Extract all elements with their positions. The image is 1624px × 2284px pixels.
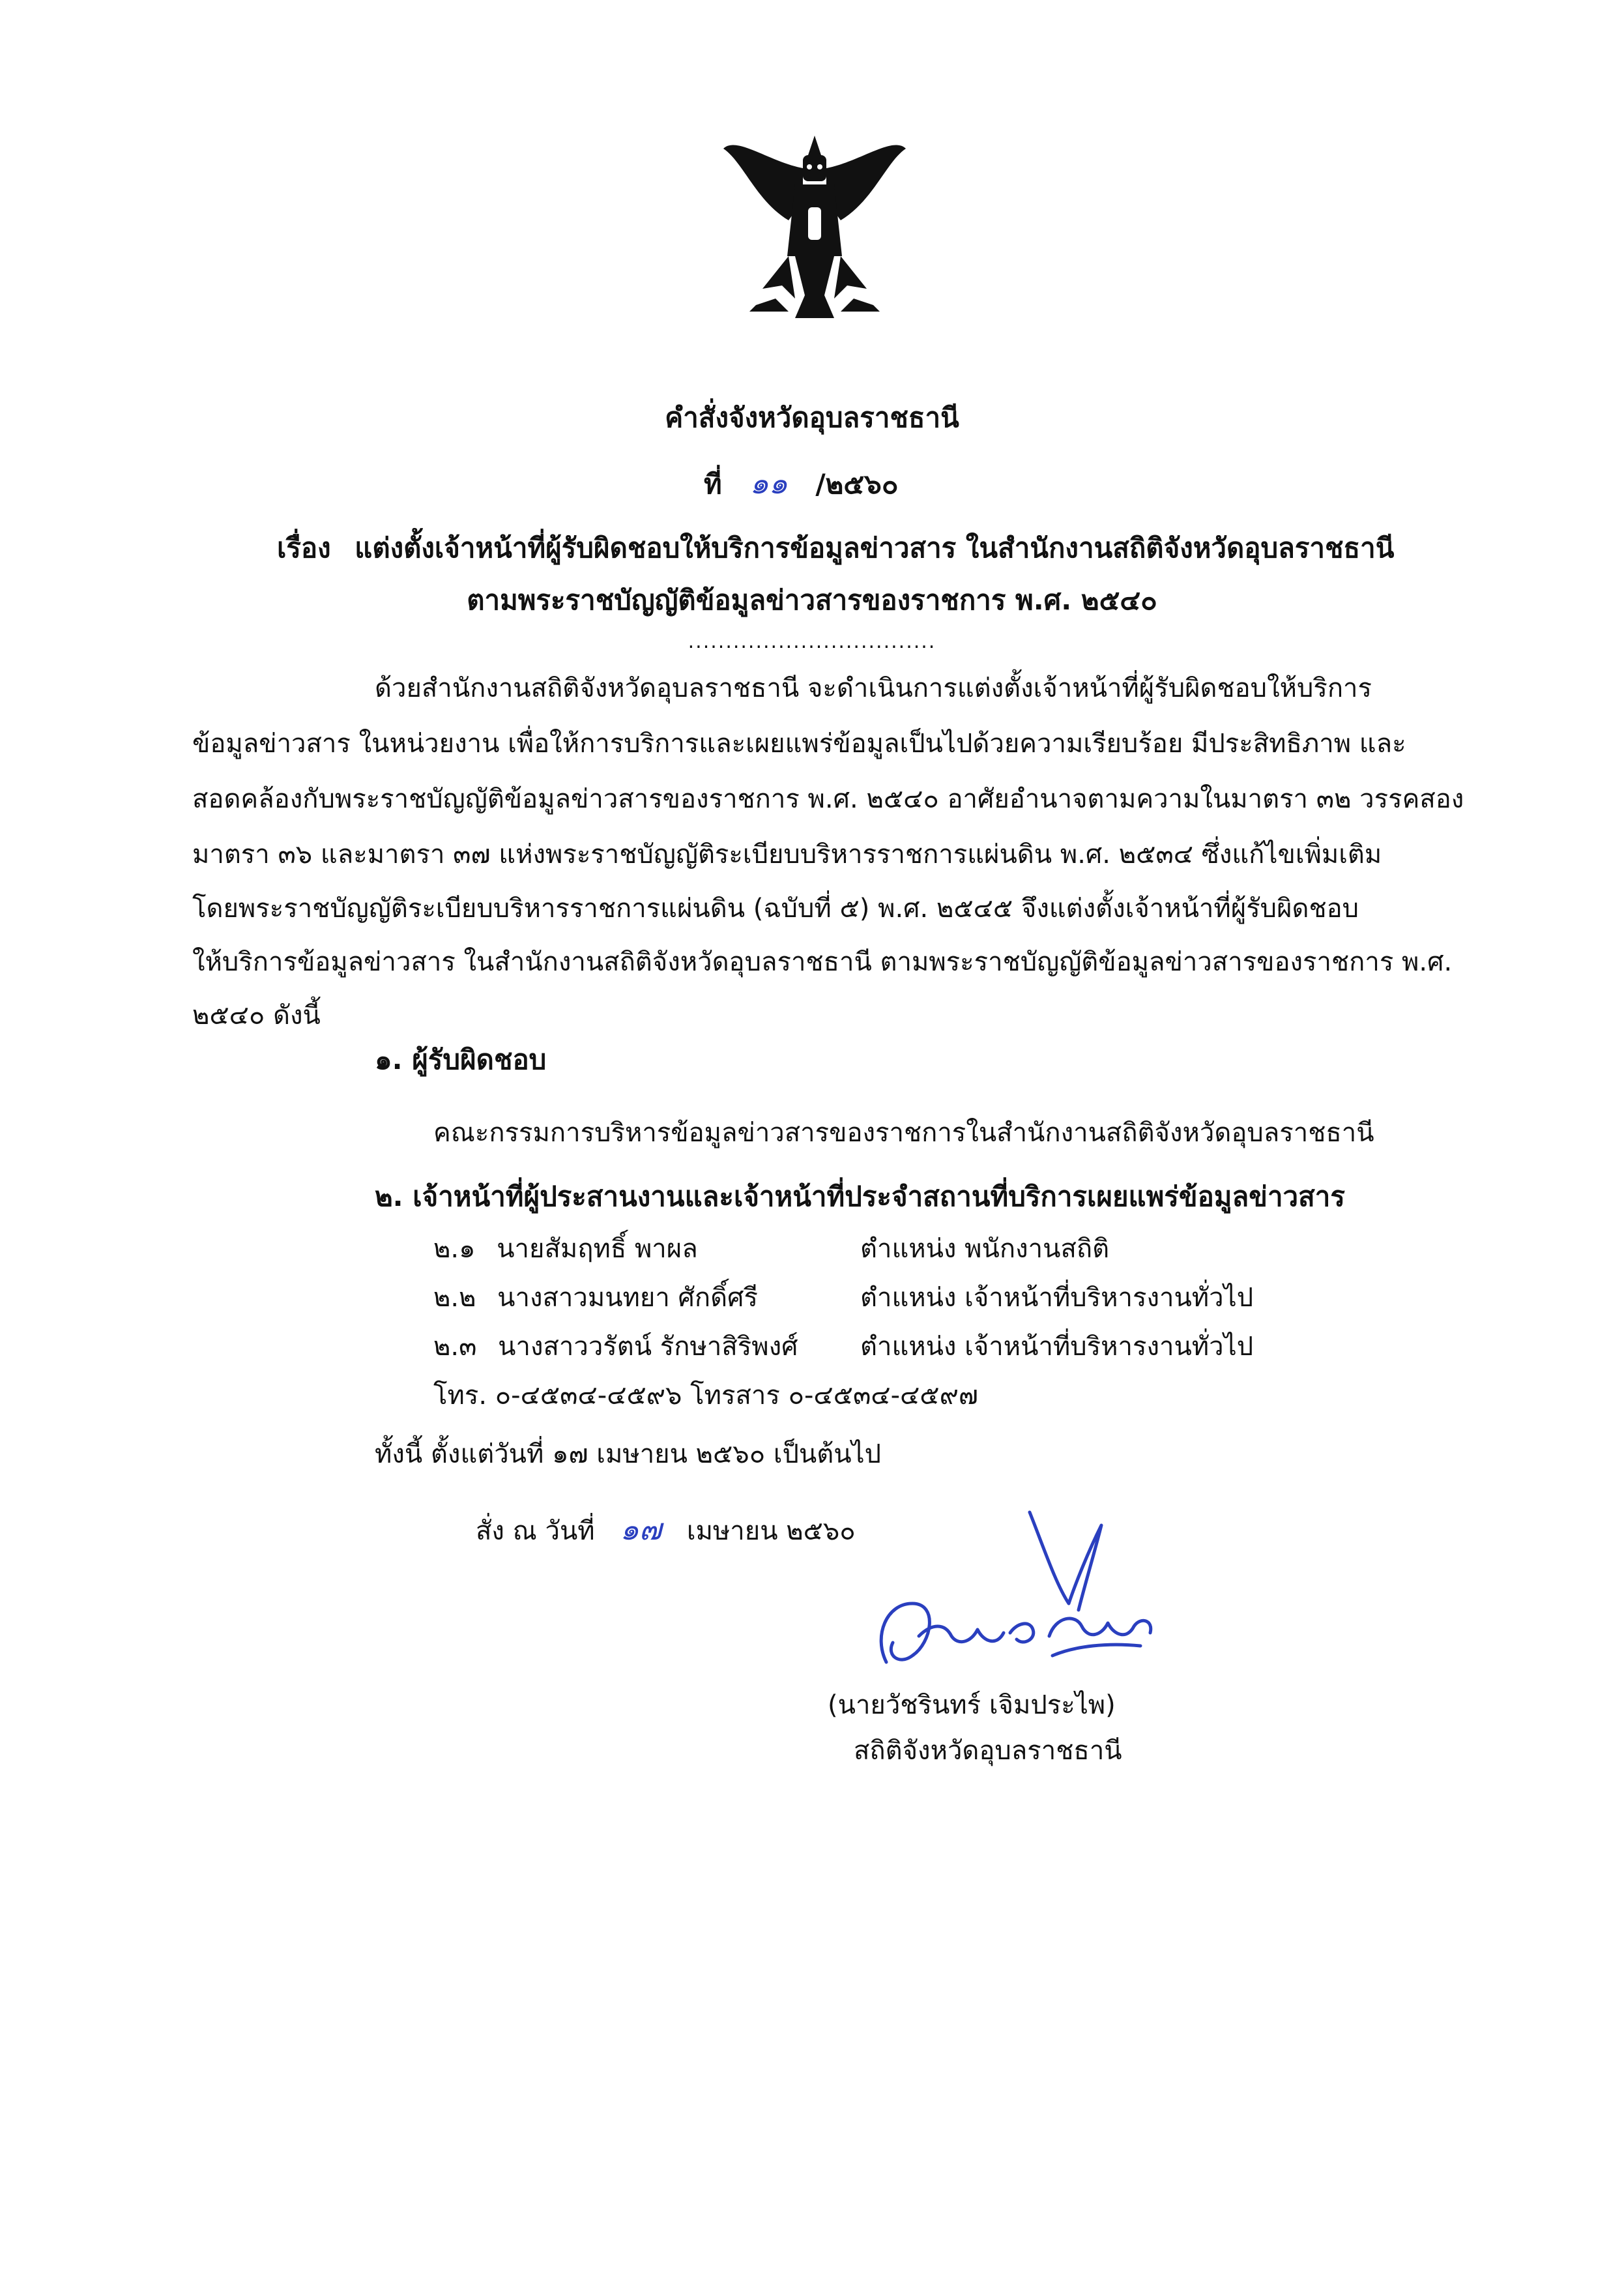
body-line: ๒๕๔๐ ดังนี้ (192, 1001, 321, 1031)
issued-date-line (476, 1506, 856, 1555)
staff-position: ตำแหน่ง เจ้าหน้าที่บริหารงานทั่วไป (860, 1283, 1254, 1313)
subject-label: เรื่อง (277, 532, 331, 564)
staff-name: นายสัมฤทธิ์ พาผล (497, 1234, 698, 1264)
signatory-name: (นายวัชรินทร์ เจิมประไพ) (828, 1690, 1116, 1720)
staff-position: ตำแหน่ง เจ้าหน้าที่บริหารงานทั่วไป (860, 1332, 1254, 1362)
order-number-prefix: ที่ (704, 468, 722, 500)
separator: ................................. (688, 630, 936, 653)
section-1-text: คณะกรรมการบริหารข้อมูลข่าวสารของราชการในสำนักงานสถิติจังหวัดอุบลราชธานี (433, 1118, 1374, 1148)
staff-name: นางสาวมนทยา ศักดิ์ศรี (497, 1283, 758, 1313)
staff-row (433, 1274, 758, 1321)
staff-name: นางสาววรัตน์ รักษาสิริพงศ์ (498, 1332, 798, 1362)
order-number-line (704, 460, 898, 508)
staff-row (433, 1323, 798, 1370)
signatory-title: สถิติจังหวัดอุบลราชธานี (854, 1736, 1122, 1766)
order-number-suffix: /๒๕๖๐ (815, 468, 899, 500)
subject-text-1: แต่งตั้งเจ้าหน้าที่ผู้รับผิดชอบให้บริการข้อมูลข่าวสาร ในสำนักงานสถิติจังหวัดอุบลราชธานี (355, 532, 1395, 564)
body-line: สอดคล้องกับพระราชบัญญัติข้อมูลข่าวสารของราชการ พ.ศ. ๒๕๔๐ อาศัยอำนาจตามความในมาตรา ๓๒ วรรคสอง (192, 784, 1464, 814)
section-1-heading: ๑. ผู้รับผิดชอบ (375, 1044, 547, 1076)
body-line: ข้อมูลข่าวสาร ในหน่วยงาน เพื่อให้การบริการและเผยแพร่ข้อมูลเป็นไปด้วยความเรียบร้อย มีประสิทธิภาพ และ (192, 729, 1406, 759)
body-line: ด้วยสำนักงานสถิติจังหวัดอุบลราชธานี จะดำเนินการแต่งตั้งเจ้าหน้าที่ผู้รับผิดชอบให้บริการ (375, 673, 1372, 703)
body-line: โดยพระราชบัญญัติระเบียบบริหารราชการแผ่นดิน (ฉบับที่ ๕) พ.ศ. ๒๕๔๕ จึงแต่งตั้งเจ้าหน้าที่ผู้รับผิดชอบ (192, 894, 1359, 924)
body-line: ให้บริการข้อมูลข่าวสาร ในสำนักงานสถิติจังหวัดอุบลราชธานี ตามพระราชบัญญัติข้อมูลข่าวสารของราชการ พ.ศ. (192, 947, 1453, 977)
staff-number: ๒.๑ (433, 1234, 476, 1264)
issued-suffix: เมษายน ๒๕๖๐ (686, 1516, 856, 1546)
effective-date: ทั้งนี้ ตั้งแต่วันที่ ๑๗ เมษายน ๒๕๖๐ เป็นต้นไป (375, 1439, 882, 1469)
contact-line: โทร. ๐-๔๕๓๔-๔๕๙๖ โทรสาร ๐-๔๕๓๔-๔๕๙๗ (433, 1381, 978, 1411)
issued-day-handwritten: ๑๗ (620, 1512, 662, 1547)
order-title: คำสั่งจังหวัดอุบลราชธานี (665, 402, 959, 433)
order-number-handwritten: ๑๑ (749, 465, 788, 501)
staff-position: ตำแหน่ง พนักงานสถิติ (860, 1234, 1110, 1264)
handwritten-signature (860, 1506, 1167, 1701)
section-2-heading: ๒. เจ้าหน้าที่ผู้ประสานงานและเจ้าหน้าที่ประจำสถานที่บริการเผยแพร่ข้อมูลข่าวสาร (375, 1180, 1345, 1212)
staff-row (433, 1225, 698, 1272)
garuda-emblem-icon (717, 123, 912, 331)
subject-line-2: ตามพระราชบัญญัติข้อมูลข่าวสารของราชการ พ.ศ. ๒๕๔๐ (467, 584, 1157, 616)
issued-prefix: สั่ง ณ วันที่ (476, 1516, 595, 1546)
body-line: มาตรา ๓๖ และมาตรา ๓๗ แห่งพระราชบัญญัติระเบียบบริหารราชการแผ่นดิน พ.ศ. ๒๕๓๔ ซึ่งแก้ไขเพิ่มเติม (192, 840, 1382, 870)
staff-number: ๒.๓ (433, 1332, 477, 1362)
subject-line-1 (277, 525, 1394, 572)
staff-number: ๒.๒ (433, 1283, 476, 1313)
